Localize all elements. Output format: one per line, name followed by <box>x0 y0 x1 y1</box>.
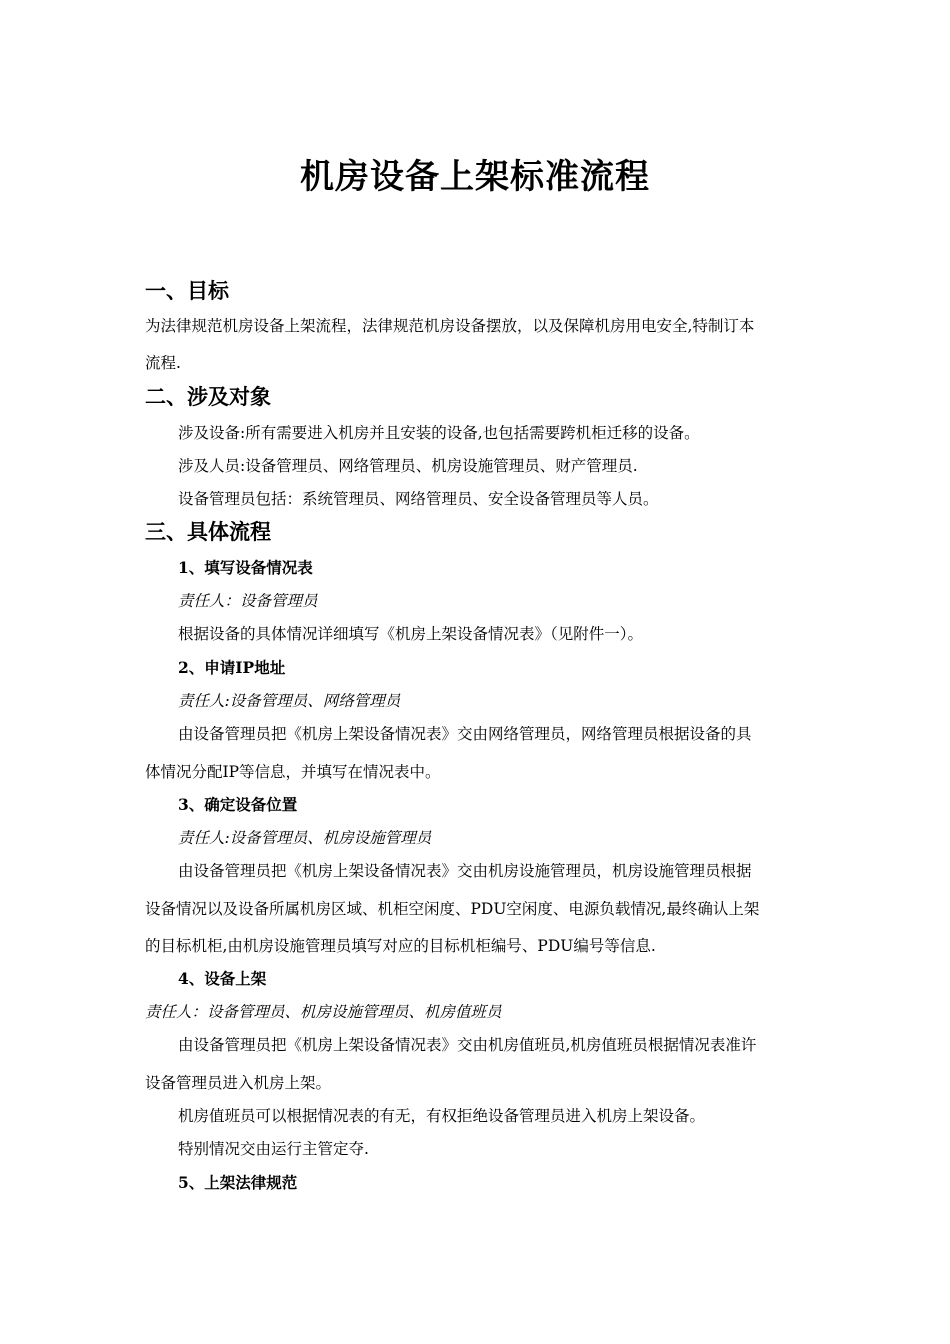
step-3-body-line-2: 设备情况以及设备所属机房区域、机柜空闲度、PDU空闲度、电源负载情况,最终确认上架 <box>145 900 760 918</box>
section-heading-goal: 一、目标 <box>145 278 229 303</box>
step-5-title: 5、上架法律规范 <box>178 1173 298 1192</box>
scope-admins-line: 设备管理员包括：系统管理员、网络管理员、安全设备管理员等人员。 <box>178 490 659 508</box>
document-title: 机房设备上架标准流程 <box>300 157 650 197</box>
goal-paragraph-line-2: 流程. <box>145 354 181 372</box>
step-3-responsible: 责任人:设备管理员、机房设施管理员 <box>178 829 432 847</box>
step-4-body-line-4: 特别情况交由运行主管定夺. <box>178 1140 369 1158</box>
step-3-body-line-3: 的目标机柜,由机房设施管理员填写对应的目标机柜编号、PDU编号等信息. <box>145 937 656 955</box>
step-3-title: 3、确定设备位置 <box>178 795 298 814</box>
section-heading-scope: 二、涉及对象 <box>145 384 271 409</box>
step-2-body-line-1: 由设备管理员把《机房上架设备情况表》交由网络管理员，网络管理员根据设备的具 <box>178 725 752 743</box>
step-1-responsible: 责任人：设备管理员 <box>178 592 318 610</box>
step-1-title: 1、填写设备情况表 <box>178 558 313 577</box>
step-4-body-line-3: 机房值班员可以根据情况表的有无，有权拒绝设备管理员进入机房上架设备。 <box>178 1107 706 1125</box>
section-heading-procedure: 三、具体流程 <box>145 519 271 544</box>
step-1-body-line-1: 根据设备的具体情况详细填写《机房上架设备情况表》（见附件一）。 <box>178 625 644 643</box>
step-4-body-line-1: 由设备管理员把《机房上架设备情况表》交由机房值班员,机房值班员根据情况表准许 <box>178 1036 757 1054</box>
step-2-title: 2、申请IP地址 <box>178 658 286 677</box>
step-4-body-line-2: 设备管理员进入机房上架。 <box>145 1074 332 1092</box>
step-2-body-line-2: 体情况分配IP等信息，并填写在情况表中。 <box>145 763 441 781</box>
scope-equipment-line: 涉及设备:所有需要进入机房并且安装的设备,也包括需要跨机柜迁移的设备。 <box>178 424 700 442</box>
scope-personnel-line: 涉及人员:设备管理员、网络管理员、机房设施管理员、财产管理员. <box>178 457 638 475</box>
step-4-title: 4、设备上架 <box>178 969 267 988</box>
step-2-responsible: 责任人:设备管理员、网络管理员 <box>178 692 401 710</box>
goal-paragraph-line-1: 为法律规范机房设备上架流程，法律规范机房设备摆放，以及保障机房用电安全,特制订本 <box>145 317 755 335</box>
step-4-responsible: 责任人：设备管理员、机房设施管理员、机房值班员 <box>145 1003 502 1021</box>
step-3-body-line-1: 由设备管理员把《机房上架设备情况表》交由机房设施管理员，机房设施管理员根据 <box>178 862 752 880</box>
